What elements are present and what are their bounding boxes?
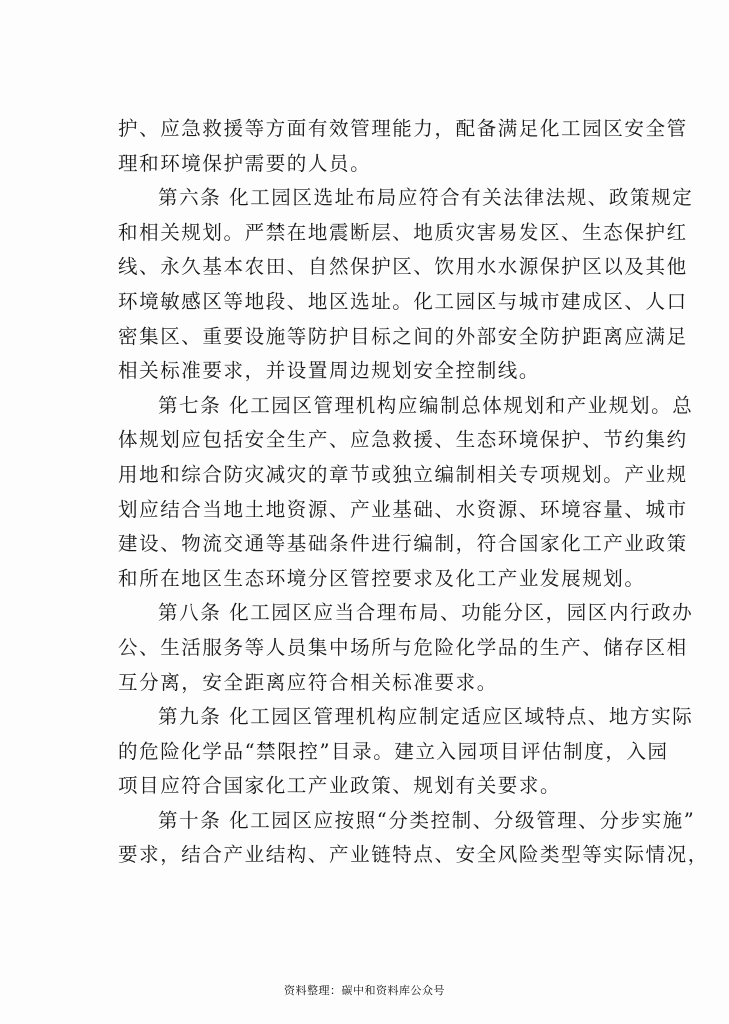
text-line: 理和环境保护需要的人员。: [118, 151, 372, 175]
text-line: 要求，结合产业结构、产业链特点、安全风险类型等实际情况，: [118, 843, 709, 867]
text-line: 体规划应包括安全生产、应急救援、生态环境保护、节约集约: [118, 428, 688, 452]
article-9-heading-line: 第九条 化工园区管理机构应制定适应区域特点、地方实际: [158, 705, 694, 729]
text-line: 的危险化学品“禁限控”目录。建立入园项目评估制度，入园: [118, 739, 669, 763]
text-line: 和所在地区生态环境分区管控要求及化工产业发展规划。: [118, 566, 646, 590]
article-10-heading-line: 第十条 化工园区应按照“分类控制、分级管理、分步实施”: [158, 808, 696, 832]
text-line: 项目应符合国家化工产业政策、规划有关要求。: [118, 774, 562, 798]
text-line: 线、永久基本农田、自然保护区、饮用水水源保护区以及其他: [118, 255, 688, 279]
text-line: 密集区、重要设施等防护目标之间的外部安全防护距离应满足: [118, 324, 688, 348]
text-line: 用地和综合防灾减灾的章节或独立编制相关专项规划。产业规: [118, 462, 688, 486]
text-line: 公、生活服务等人员集中场所与危险化学品的生产、储存区相: [118, 635, 688, 659]
article-7-heading-line: 第七条 化工园区管理机构应编制总体规划和产业规划。总: [158, 393, 694, 417]
text-line: 相关标准要求，并设置周边规划安全控制线。: [118, 359, 541, 383]
text-line: 建设、物流交通等基础条件进行编制，符合国家化工产业政策: [118, 532, 688, 556]
document-body: [118, 112, 709, 873]
source-footer: 资料整理：碳中和资料库公众号: [284, 984, 445, 997]
text-line: 和相关规划。严禁在地震断层、地质灾害易发区、生态保护红: [118, 220, 688, 244]
text-line: 互分离，安全距离应符合相关标准要求。: [118, 670, 498, 694]
article-8-heading-line: 第八条 化工园区应当合理布局、功能分区，园区内行政办: [158, 601, 694, 625]
text-line: 环境敏感区等地段、地区选址。化工园区与城市建成区、人口: [118, 289, 688, 313]
text-line: 划应结合当地土地资源、产业基础、水资源、环境容量、城市: [118, 497, 688, 521]
text-line: 护、应急救援等方面有效管理能力，配备满足化工园区安全管: [118, 117, 688, 140]
article-6-heading-line: 第六条 化工园区选址布局应符合有关法律法规、政策规定: [158, 186, 694, 210]
